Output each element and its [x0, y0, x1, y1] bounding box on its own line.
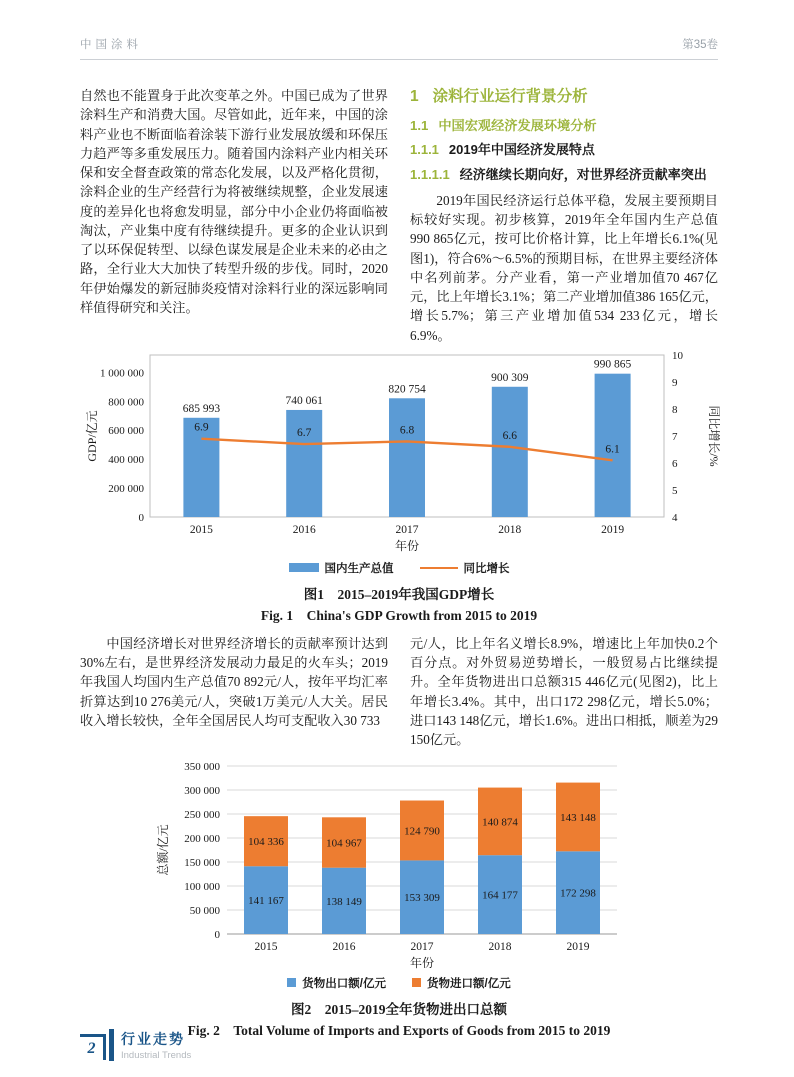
- journal-title: 中国涂料: [80, 39, 142, 51]
- legend-item-gdp: [289, 560, 394, 576]
- gdp-bar-2016: [286, 410, 322, 517]
- page-number-box: [80, 1034, 106, 1060]
- legend-item-export: [287, 975, 386, 991]
- section-title: 经济继续长期向好，对世界经济贡献率突出: [459, 166, 707, 182]
- gdp-bar-2017: [389, 398, 425, 517]
- legend-label: 同比增长: [463, 562, 510, 575]
- right-axis-title: 同比增长/%: [707, 405, 720, 467]
- left-axis-title: GDP/亿元: [85, 410, 99, 462]
- import-swatch-icon: [412, 978, 421, 987]
- figure-2-legend: [80, 975, 718, 991]
- export-swatch-icon: [287, 978, 296, 987]
- section-heading-1: [410, 86, 718, 109]
- trade-stacked-chart: [149, 758, 649, 970]
- right-axis-tick: 7: [672, 430, 678, 443]
- export-value-label: 138 149: [326, 895, 362, 908]
- line-value-label: 6.1: [605, 443, 620, 456]
- section-title: 涂料行业运行背景分析: [432, 88, 588, 105]
- legend-item-growth: [420, 560, 510, 576]
- section-number: 1.1.1.1: [410, 166, 450, 182]
- y-axis-title: 总额/亿元: [156, 823, 170, 876]
- page-number: 2: [87, 1039, 96, 1057]
- left-axis-tick: 400 000: [108, 454, 144, 467]
- left-axis-tick: 0: [138, 511, 144, 524]
- import-value-label: 124 790: [404, 825, 440, 838]
- export-value-label: 164 177: [482, 889, 518, 902]
- y-axis-tick: 100 000: [184, 880, 220, 893]
- bar-value-label: 820 754: [388, 383, 426, 396]
- section-title: 2019年中国经济发展特点: [448, 141, 595, 157]
- x-axis-title: 年份: [409, 955, 435, 970]
- section-heading-1-1-1: [410, 141, 718, 160]
- figure-1: [80, 349, 718, 624]
- x-tick-label: 2017: [410, 940, 434, 953]
- bar-value-label: 685 993: [182, 402, 221, 415]
- bar-value-label: 990 865: [593, 358, 632, 371]
- footer-divider: [109, 1029, 114, 1061]
- right-column: [410, 634, 718, 750]
- right-axis-tick: 6: [672, 457, 678, 470]
- export-value-label: 172 298: [560, 887, 596, 900]
- page-footer: [80, 1029, 191, 1061]
- x-tick-label: 2019: [566, 940, 590, 953]
- mid-columns: [80, 634, 718, 750]
- y-axis-tick: 0: [214, 928, 220, 941]
- y-axis-tick: 200 000: [184, 832, 220, 845]
- import-value-label: 104 967: [326, 837, 362, 850]
- body-paragraph: 自然也不能置身于此次变革之外。中国已成为了世界涂料生产和消费大国。尽管如此，近年来，中国的涂料产业也不断面临着涂装下游行业发展放缓和环保压力趋严等多重发展压力。随着国内涂料产业内相关环保和安全督查政策的常态化发展，以及严格化贯彻，涂料企业的生产经营行为将被继续规整，企业发展速度的差异化也将愈发明显，部分中小企业仍将面临被淘汰，产业集中度有待继续提升。更多的企业认识到了以环保促转型、以绿色谋发展是企业未来的必由之路，全行业大大加快了转型升级的步伐。同时，2020年伊始爆发的新冠肺炎疫情对涂料行业的深远影响同样值得研究和关注。: [80, 88, 388, 315]
- section-number: 1: [410, 88, 419, 105]
- y-axis-tick: 150 000: [184, 856, 220, 869]
- import-value-label: 140 874: [482, 815, 518, 828]
- figure-1-caption-en: Fig. 1 China's GDP Growth from 2015 to 2019: [260, 607, 538, 623]
- line-swatch-icon: [420, 567, 458, 570]
- footer-section: [121, 1029, 191, 1061]
- section-heading-1-1: [410, 116, 718, 135]
- legend-label: 国内生产总值: [324, 562, 394, 575]
- section-number: 1.1.1: [410, 141, 439, 157]
- x-tick-label: 2015: [254, 940, 278, 953]
- left-axis-tick: 600 000: [108, 425, 144, 438]
- line-value-label: 6.7: [297, 427, 312, 440]
- x-tick-label: 2018: [498, 523, 522, 536]
- import-value-label: 143 148: [560, 811, 596, 824]
- y-axis-tick: 50 000: [189, 904, 220, 917]
- bar-value-label: 900 309: [491, 371, 529, 384]
- left-column: [80, 86, 388, 345]
- bar-value-label: 740 061: [285, 394, 323, 407]
- right-axis-tick: 4: [672, 511, 678, 524]
- legend-label: 货物出口额/亿元: [302, 977, 386, 990]
- right-axis-tick: 5: [672, 484, 678, 497]
- section-number: 1.1: [410, 117, 429, 133]
- x-tick-label: 2016: [292, 523, 316, 536]
- export-value-label: 153 309: [404, 891, 440, 904]
- figure-2: [80, 758, 718, 1039]
- right-axis-tick: 10: [672, 349, 683, 362]
- body-paragraph: 中国经济增长对世界经济增长的贡献率预计达到30%左右，是世界经济发展动力最足的火车头；2019年我国人均国内生产总值70 892元/人，按年平均汇率折算达到10 276美元/人，突破1万美元/人大关。居民收入增长较快，全年全国居民人均可支配收入30 733: [80, 635, 388, 729]
- left-axis-tick: 800 000: [108, 396, 144, 409]
- right-axis-tick: 9: [672, 376, 678, 389]
- line-value-label: 6.8: [399, 424, 415, 437]
- legend-label: 货物进口额/亿元: [427, 977, 511, 990]
- figure-2-caption-en: Fig. 2 Total Volume of Imports and Exports of Goods from 2015 to 2019: [187, 1022, 611, 1038]
- left-axis-tick: 1 000 000: [100, 367, 144, 380]
- gdp-combo-chart: [80, 349, 720, 555]
- section-heading-1-1-1-1: [410, 166, 718, 185]
- y-axis-tick: 250 000: [184, 808, 220, 821]
- import-value-label: 104 336: [248, 835, 284, 848]
- body-paragraph: 元/人，比上年名义增长8.9%，增速比上年加快0.2个百分点。对外贸易逆势增长，一般贸易占比继续提升。全年货物进出口总额315 446亿元(见图2)，比上年增长3.4%。其中，出口172 298亿元，增长5.0%；进口143 148亿元，增长1.6%。进出口相抵，顺差为29 150亿元。: [410, 635, 718, 748]
- export-value-label: 141 167: [248, 894, 284, 907]
- figure-1-caption-zh: 图1 2015–2019年我国GDP增长: [303, 586, 495, 602]
- line-value-label: 6.9: [194, 421, 209, 434]
- figure-1-legend: [80, 560, 718, 576]
- x-tick-label: 2018: [488, 940, 512, 953]
- left-axis-tick: 200 000: [108, 483, 144, 496]
- y-axis-tick: 350 000: [184, 760, 220, 773]
- volume-number: 第35卷: [682, 39, 718, 51]
- left-column: [80, 634, 388, 750]
- right-axis-tick: 8: [672, 403, 678, 416]
- top-columns: [80, 86, 718, 345]
- footer-section-zh: 行业走势: [121, 1031, 185, 1047]
- body-paragraph: 2019年国民经济运行总体平稳，发展主要预期目标较好实现。初步核算，2019年全年国内生产总值990 865亿元，按可比价格计算，比上年增长6.1%(见图1)，符合6%～6.5%的预期目标，在世界主要经济体中名列前茅。分产业看，第一产业增加值70 467亿元，比上年增长3.1%；第二产业增加值386 165亿元，增长5.7%；第三产业增加值534 233亿元，增长6.9%。: [410, 192, 718, 343]
- figure-2-caption-zh: 图2 2015–2019全年货物进出口总额: [291, 1001, 507, 1017]
- bar-swatch-icon: [289, 563, 319, 572]
- legend-item-import: [412, 975, 511, 991]
- x-axis-title: 年份: [394, 538, 420, 553]
- x-tick-label: 2016: [332, 940, 356, 953]
- line-value-label: 6.6: [502, 429, 517, 442]
- x-tick-label: 2017: [395, 523, 419, 536]
- x-tick-label: 2019: [601, 523, 625, 536]
- right-column: [410, 86, 718, 345]
- y-axis-tick: 300 000: [184, 784, 220, 797]
- running-header: [80, 36, 718, 60]
- x-tick-label: 2015: [189, 523, 213, 536]
- section-title: 中国宏观经济发展环境分析: [438, 117, 597, 133]
- gdp-bar-2018: [492, 387, 528, 517]
- footer-section-en: Industrial Trends: [121, 1050, 192, 1061]
